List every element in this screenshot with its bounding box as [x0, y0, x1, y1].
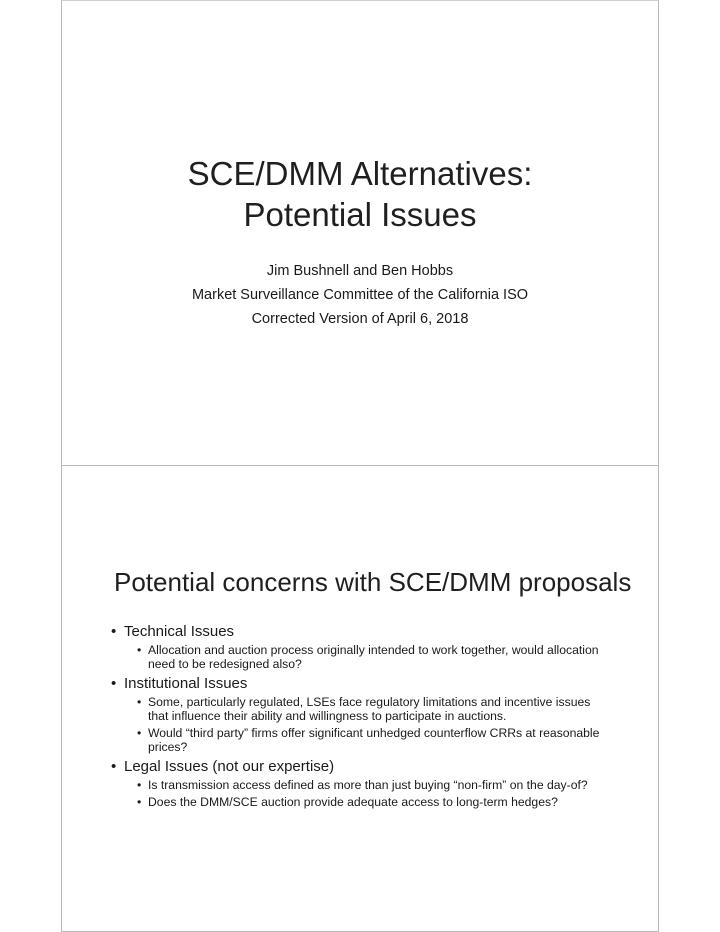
sub-bullet-text: Allocation and auction process originally intended to work together, would allocation need to be redesigned also?: [148, 643, 599, 671]
slide-1-title: [62, 153, 658, 235]
sub-bullet-text: Does the DMM/SCE auction provide adequate access to long-term hedges?: [148, 795, 558, 809]
sub-bullet-text: Is transmission access defined as more than just buying “non-firm” on the day-of?: [148, 778, 588, 792]
slide-2-title: Potential concerns with SCE/DMM proposals: [114, 567, 632, 597]
sub-bullet-list: [124, 778, 611, 809]
sub-bullet-text: Some, particularly regulated, LSEs face regulatory limitations and incentive issues that influence their ability and willingness to participate in auctions.: [148, 695, 591, 723]
slide-1: [61, 0, 659, 466]
bullet-icon: •: [137, 795, 142, 809]
bullet-icon: •: [137, 778, 142, 792]
bullet-text: Legal Issues (not our expertise): [124, 758, 335, 775]
bullet-text: Institutional Issues: [124, 675, 248, 692]
bullet-icon: •: [111, 675, 117, 692]
slide-2: [61, 465, 659, 932]
bullet-icon: •: [137, 695, 142, 709]
sub-bullet: [124, 778, 611, 792]
title-line-1: SCE/DMM Alternatives:: [187, 155, 533, 192]
sub-bullet-list: [124, 695, 611, 754]
sub-bullet-text: Would “third party” firms offer significant unhedged counterflow CRRs at reasonable prices?: [148, 726, 600, 754]
title-line-2: Potential Issues: [243, 196, 477, 233]
version-line: Corrected Version of April 6, 2018: [251, 311, 469, 327]
bullet-institutional-issues: [111, 674, 611, 754]
sub-bullet-list: [124, 643, 611, 671]
sub-bullet: [124, 643, 611, 671]
bullet-technical-issues: [111, 622, 611, 671]
bullet-icon: •: [137, 726, 142, 740]
slide-1-subtitle: [62, 259, 658, 331]
bullet-legal-issues: [111, 757, 611, 809]
bullet-list: [111, 622, 611, 812]
authors-line: Jim Bushnell and Ben Hobbs: [266, 263, 454, 279]
bullet-text: Technical Issues: [124, 623, 235, 640]
sub-bullet: [124, 795, 611, 809]
sub-bullet: [124, 695, 611, 723]
sub-bullet: [124, 726, 611, 754]
affiliation-line: Market Surveillance Committee of the California ISO: [191, 287, 529, 303]
bullet-icon: •: [137, 643, 142, 657]
bullet-icon: •: [111, 623, 117, 640]
bullet-icon: •: [111, 758, 117, 775]
